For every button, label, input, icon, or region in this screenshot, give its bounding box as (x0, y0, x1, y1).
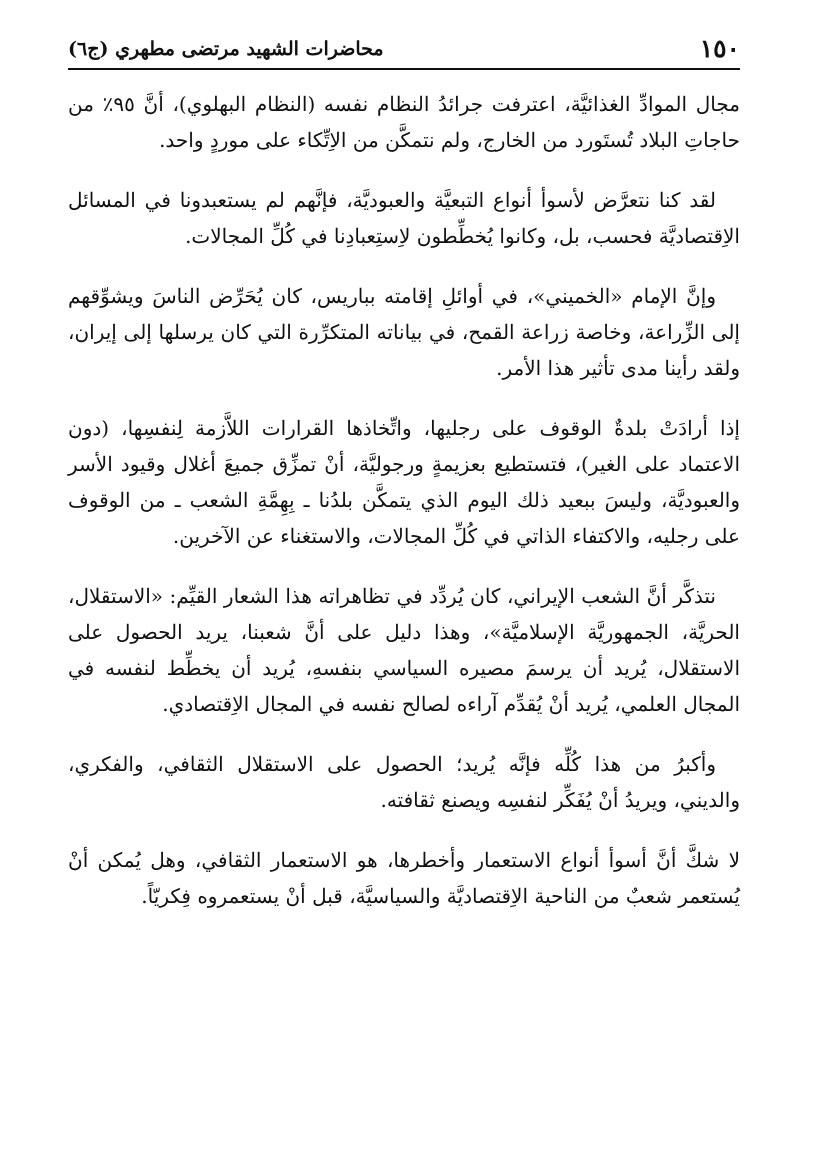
book-page (68, 30, 740, 938)
paragraph: مجال الموادِّ الغذائيَّة، اعترفت جرائدُ النظام نفسه (النظام البهلوي)، أنَّ ٩٥٪ من حاجاتِ البلاد تُستَورد من الخارج، ولم نتمكَّن من الاِتِّكاء على موردٍ واحد. (68, 92, 740, 152)
paragraph: وإنَّ الإمام «الخميني»، في أوائلِ إقامته بباريس، كان يُحَرِّض الناسَ ويشوِّقهم إلى الزِّراعة، وخاصة زراعة القمح، في بياناته المتكرِّرة التي كان يرسلها إلى إيران، ولقد رأينا مدى تأثير هذا الأمر. (68, 284, 740, 380)
page-header (68, 30, 740, 70)
paragraph: لقد كنا نتعرَّض لأسوأ أنواع التبعيَّة والعبوديَّة، فإنَّهم لم يستعبدونا في المسائل الاِقتصاديَّة فحسب، بل، وكانوا يُخطِّطون لاِستِعبادِنا في كُلِّ المجالات. (68, 188, 740, 248)
paragraph: إذا أرادَتْ بلدةٌ الوقوف على رجليها، واتِّخاذها القرارات اللاَّزمة لِنفسِها، (دون الاعتماد على الغير)، فتستطيع بعزيمةٍ ورجوليَّة، أنْ تمزِّق جميعَ أغلال وقيود الأسر والعبوديَّة، وليسَ ببعيد ذلك اليوم الذي يتمكَّن بلدُنا ـ بِهِمَّةِ الشعب ـ من الوقوف على رجليه، والاكتفاء الذاتي في كُلِّ المجالات، والاستغناء عن الآخرين. (68, 416, 741, 548)
paragraph: لا شكَّ أنَّ أسوأ أنواع الاستعمار وأخطرها، هو الاستعمار الثقافي، وهل يُمكن أنْ يُستعمر شعبٌ من الناحية الاِقتصاديَّة والسياسيَّة، قبل أنْ يستعمروه فِكريّاً. (68, 848, 740, 908)
paragraph: نتذكَّر أنَّ الشعب الإيراني، كان يُردِّد في تظاهراته هذا الشعار القيِّم: «الاستقلال، الحريَّة، الجمهوريَّة الإسلاميَّة»، وهذا دليل على أنَّ شعبنا، يريد الحصول على الاستقلال، يُريد أن يرسمَ مصيره السياسي بنفسهِ، يُريد أن يخطِّط لنفسه في المجال العلمي، يُريد أنْ يُقدِّم آراءه لصالح نفسه في المجال الاِقتصادي. (68, 584, 740, 716)
paragraph: وأكبرُ من هذا كُلِّه فإنَّه يُريد؛ الحصول على الاستقلال الثقافي، والفكري، والديني، ويريدُ أنْ يُفَكِّر لنفسِه ويصنع ثقافته. (68, 752, 740, 812)
running-title: محاضرات الشهيد مرتضى مطهري (ج٦) (68, 38, 384, 60)
page-number: ١٥٠ (699, 34, 740, 63)
page-body (68, 86, 740, 914)
